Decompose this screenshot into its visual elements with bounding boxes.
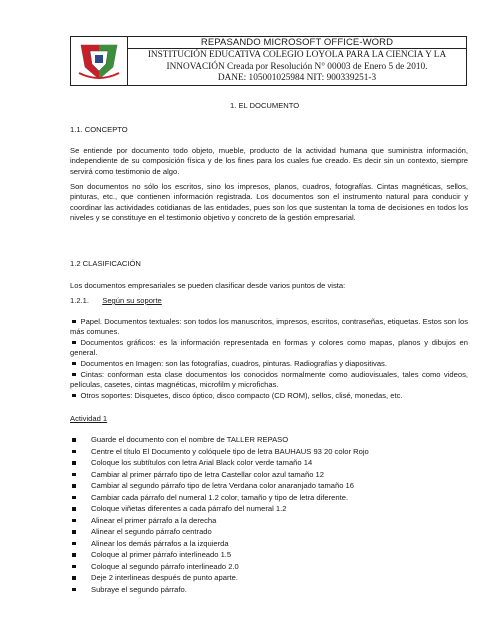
school-crest-icon	[71, 37, 127, 85]
bullet-icon	[72, 588, 76, 592]
list-item: Guarde el documento con el nombre de TALLER REPASO	[70, 434, 470, 446]
bullet-icon	[72, 320, 76, 324]
concepto-paragraph-1: Se entiende por documento todo objeto, mueble, producto de la actividad humana que suministra información, independiente de su composición física y de los fines para los cuales fue creado. Es decir sin un contexto, siempre servirá como testimonio de algo.	[70, 146, 468, 176]
soporte-bullet: Documentos en Imagen: son las fotografías, cuadros, pinturas. Radiografías y diapositivas.	[70, 359, 468, 369]
concepto-heading: 1.1. CONCEPTO	[70, 125, 128, 134]
bullet-icon	[72, 507, 76, 511]
school-logo	[71, 37, 128, 85]
bullet-icon	[72, 394, 76, 398]
bullet-icon	[72, 362, 76, 366]
list-item: Alinear los demás párrafos a la izquierda	[70, 538, 470, 550]
concepto-paragraph-2: Son documentos no sólo los escritos, sino los impresos, planos, cuadros, fotografías. Cintas magnéticas, sellos, pinturas, etc., que contienen información registrada. Los documentos son el instrumento natural para conducir y coordinar las actividades cotidianas de las entidades, pues son los que sustentan la toma de decisiones en todos los niveles y se constituye en el testimonio objetivo y concreto de la gestión empresarial.	[70, 182, 468, 223]
list-item: Cambiar al segundo párrafo tipo de letra Verdana color anaranjado tamaño 16	[70, 480, 470, 492]
institution-line-2: INNOVACIÓN Creada por Resolución N° 00003 de Enero 5 de 2010.	[166, 61, 428, 72]
clasificacion-heading: 1.2 CLASIFICACIÓN	[70, 259, 141, 268]
list-item: Coloque viñetas diferentes a cada párrafo del numeral 1.2	[70, 503, 470, 515]
bullet-icon	[72, 542, 76, 546]
bullet-icon	[72, 484, 76, 488]
bullet-icon	[72, 373, 76, 377]
bullet-icon	[72, 530, 76, 534]
soporte-bullet: Documentos gráficos: es la información representada en formas y colores como mapas, planos y dibujos en general.	[70, 338, 468, 358]
list-item: Coloque al segundo párrafo interlineado 2.0	[70, 561, 470, 573]
soporte-bullet: Otros soportes: Disquetes, disco óptico, disco compacto (CD ROM), sellos, clisé, monedas, etc.	[70, 391, 468, 401]
institution-line-3: DANE: 105001025984 NIT: 900339251-3	[217, 73, 377, 83]
bullet-icon	[72, 450, 76, 454]
soporte-bullet: Papel. Documentos textuales: son todos los manuscritos, impresos, escritos, contraseñas, etiquetas. Estos son los más comunes.	[70, 317, 468, 337]
soporte-bullet: Cintas: conforman esta clase documentos los conocidos normalmente como audiovisuales, tales como videos, películas, casetes, cintas magnéticas, microfilm y microfichas.	[70, 370, 468, 390]
list-item: Coloque los subtítulos con letra Arial Black color verde tamaño 14	[70, 457, 470, 469]
bullet-icon	[72, 553, 76, 557]
list-item: Alinear el primer párrafo a la derecha	[70, 515, 470, 527]
section-title: 1. EL DOCUMENTO	[230, 101, 300, 110]
bullet-icon	[72, 576, 76, 580]
bullet-icon	[72, 341, 76, 345]
sub-heading	[70, 296, 162, 306]
clasificacion-intro: Los documentos empresariales se pueden clasificar desde varios puntos de vista:	[70, 281, 346, 290]
bullet-icon	[72, 461, 76, 465]
list-item: Cambiar al primer párrafo tipo de letra Castellar color azul tamaño 12	[70, 469, 470, 481]
institution-info	[128, 49, 466, 85]
list-item: Coloque al primer párrafo interlineado 1.5	[70, 549, 470, 561]
header-title: REPASANDO MICROSOFT OFFICE-WORD	[128, 37, 466, 49]
list-item: Centre el título El Documento y colóquele tipo de letra BAUHAUS 93 20 color Rojo	[70, 446, 470, 458]
actividad-list	[70, 434, 470, 595]
list-item: Deje 2 interlineas después de punto aparte.	[70, 572, 470, 584]
bullet-icon	[72, 473, 76, 477]
list-item: Alinear el segundo párrafo centrado	[70, 526, 470, 538]
bullet-icon	[72, 438, 76, 442]
sub-heading-label: Según su soporte	[102, 296, 162, 305]
list-item: Subraye el segundo párrafo.	[70, 584, 470, 596]
sub-heading-number: 1.2.1.	[70, 296, 89, 305]
institution-line-1: INSTITUCIÓN EDUCATIVA COLEGIO LOYOLA PARA LA CIENCIA Y LA	[147, 50, 447, 60]
bullet-icon	[72, 496, 76, 500]
bullet-icon	[72, 565, 76, 569]
actividad-heading: Actividad 1	[70, 414, 108, 423]
bullet-icon	[72, 519, 76, 523]
header-table	[70, 36, 467, 86]
list-item: Cambiar cada párrafo del numeral 1.2 color, tamaño y tipo de letra diferente.	[70, 492, 470, 504]
